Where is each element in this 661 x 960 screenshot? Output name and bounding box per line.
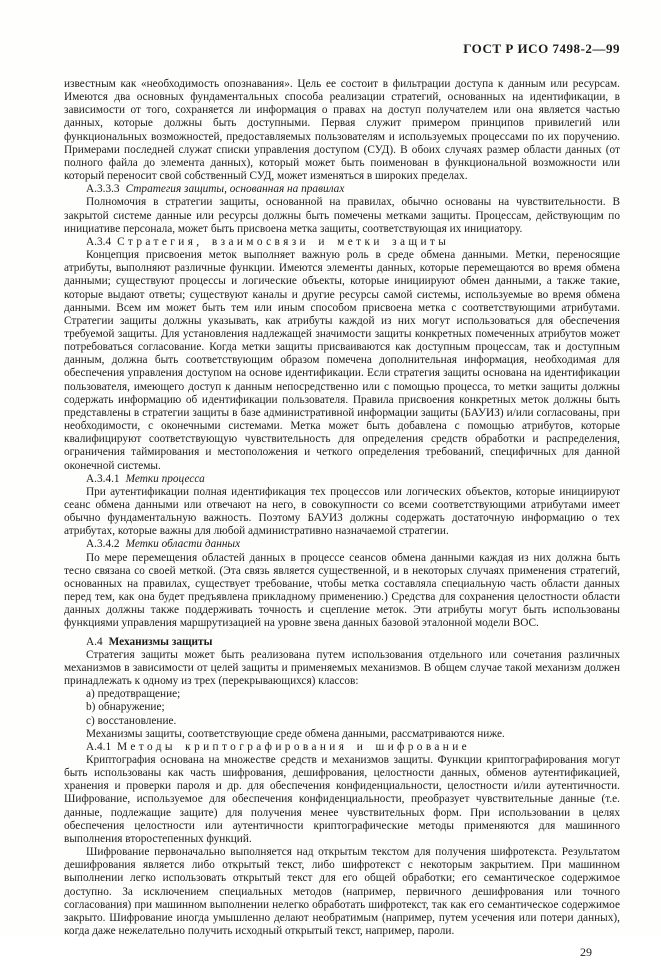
section-heading-a4-1 [64,741,620,754]
section-heading-a3-4 [64,236,620,249]
paragraph: Механизмы защиты, соответствующие среде обмена данными, рассматриваются ниже. [86,727,505,740]
heading-title: Стратегия, взаимосвязи и метки защиты [117,235,450,248]
heading-title: Метки процесса [125,472,205,485]
heading-number: А.3.3.3 [86,183,120,196]
heading-number: А.3.4.1 [86,472,120,485]
paragraph: Стратегия защиты может быть реализована путем использования отдельного или сочетания различных механизмов в зависимости от целей защиты и применяемых механизмов. В общем случае такой механизм должен принадлежать к одному из трех (перекрывающихся) классов: [64,648,620,688]
heading-number: А.4 [86,635,103,648]
section-heading-a3-4-2 [64,538,620,551]
heading-title: Механизмы защиты [108,635,213,648]
section-heading-a4 [64,636,620,649]
paragraph: При аутентификации полная идентификация тех процессов или логических объектов, которые инициируют сеанс обмена данными или отвечают на него, в совокупности со всеми соответствующими атрибутами имеет обычно фундаментальную важность. Поэтому БАУИЗ должны содержать достаточную информацию о тех атрибутах, которые важны для любой административно назначаемой стратегии. [64,485,620,538]
list-item-c: c) восстановление. [86,714,177,727]
paragraph: Полномочия в стратегии защиты, основанной на правилах, обычно основаны на чувствительности. В закрытой системе данные или ресурсы должны быть помечены метками защиты. Процессам, действующим по инициативе персонала, может быть присвоена метка защиты, соответствующая их инициатору. [64,196,620,235]
paragraph: Криптография основана на множестве средств и механизмов защиты. Функции криптографирования могут быть использованы как часть шифрования, дешифрования, целостности данных, обменов аутентификацией, хранения и проверки пароля и др. для обеспечения конфиденциальности, целостности и/или аутентичности. Шифрование, используемое для обеспечения конфиденциальности, преобразует чувствительные данные (т.е. данные, подлежащие защите) для получения менее чувствительных форм. При использовании в целях обеспечения целостности или аутентичности криптографические методы применяются для машинного выполнения второстепенных функций. [64,753,620,845]
page-number: 29 [580,945,592,960]
list-item-a: a) предотвращение; [86,688,181,701]
heading-number: А.3.4 [86,235,112,248]
section-heading-a3-3-3 [64,183,620,196]
document-body [64,78,620,938]
heading-title: Стратегия защиты, основанная на правилах [125,183,345,196]
heading-number: А.4.1 [86,740,112,753]
section-heading-a3-4-1 [64,473,620,486]
heading-number: А.3.4.2 [86,538,120,551]
paragraph: Шифрование первоначально выполняется над открытым текстом для получения шифротекста. Результатом дешифрования является либо открытый текст, либо шифротекст с некоторым закрытием. При машинном выполнении легко использовать открытый текст для его общей обработки; его семантическое содержимое доступно. За исключением специальных методов (например, первичного дешифрования или точного согласования) при машинном выполнении нелегко обработать шифротекст, так как его семантическое содержимое закрыто. Шифрование иногда умышленно делают необратимым (например, путем усечения или потери данных), когда даже нежелательно получить исходный открытый текст, например, пароли. [64,846,620,937]
list-item-b: b) обнаружение; [86,701,165,714]
running-header: ГОСТ Р ИСО 7498-2—99 [463,41,620,56]
paragraph-continuation: известным как «необходимость опознавания». Цель ее состоит в фильтрации доступа к данным или ресурсам. Имеются два основных фундаментальных способа реализации стратегий, основанных на идентификации, в зависимости от того, сохраняется ли информация о правах на доступ получателем или она является частью данных, которые должны быть доступными. Первая служит примером принципов привилегий или функциональных возможностей, предоставляемых пользователям и используемых процессами по их поручению. Примерами последней служат списки управления доступом (СУД). В обоих случаях размер области данных (от полного файла до элемента данных), который может быть поименован в функциональной возможности или который переносит свой собственный СУД, может изменяться в широких пределах. [64,78,620,183]
heading-title: Методы криптографирования и шифрование [117,740,471,753]
heading-title: Метки области данных [125,538,241,551]
paragraph: Концепция присвоения меток выполняет важную роль в среде обмена данными. Метки, переносящие атрибуты, выполняют различные функции. Имеются элементы данных, которые перемещаются во время обмена данными; существуют процессы и логические объекты, которые инициируют обмен данными, а также такие, которые выдают ответы; существуют каналы и другие ресурсы самой системы, используемые во время обмена данными. Всем им может быть тем или иным способом присвоена метка с соответствующими атрибутами. Стратегии защиты должны указывать, как атрибуты каждой из них могут использоваться для обеспечения требуемой защиты. Для установления надлежащей значимости защиты конкретных помеченных атрибутов может потребоваться согласование. Когда метки защиты присваиваются как доступным процессам, так и доступным данным, должна быть соответствующим образом помечена дополнительная информация, необходимая для обеспечения управления доступом на основе идентификации. Если стратегия защиты основана на идентификации пользователя, имеющего доступ к данным непосредственно или с помощью процесса, то метки защиты должны содержать информацию об идентификации пользователя. Правила присвоения конкретных меток должны быть представлены в стратегии защиты в базе административной информации защиты (БАУИЗ) и/или согласованы, при необходимости, с оконечными системами. Метка может быть добавлена с помощью атрибутов, которые квалифицируют соответствующую чувствительность для определения средств обработки и распределения, ограничения таймирования и местоположения и четкого определения требований, специфичных для данной оконечной системы. [64,249,620,472]
paragraph: По мере перемещения областей данных в процессе сеансов обмена данными каждая из них должна быть тесно связана со своей меткой. (Эта связь является существенной, и в некоторых случаях применения стратегий, основанных на правилах, существует требование, чтобы метка составляла специальную часть области данных перед тем, как она будет предъявлена прикладному применению.) Средства для сохранения целостности области данных должны также поддерживать точность и сцепление меток. Эти атрибуты могут быть использованы функциями управления маршрутизацией на уровне звена данных базовой эталонной модели ВОС. [64,551,620,630]
